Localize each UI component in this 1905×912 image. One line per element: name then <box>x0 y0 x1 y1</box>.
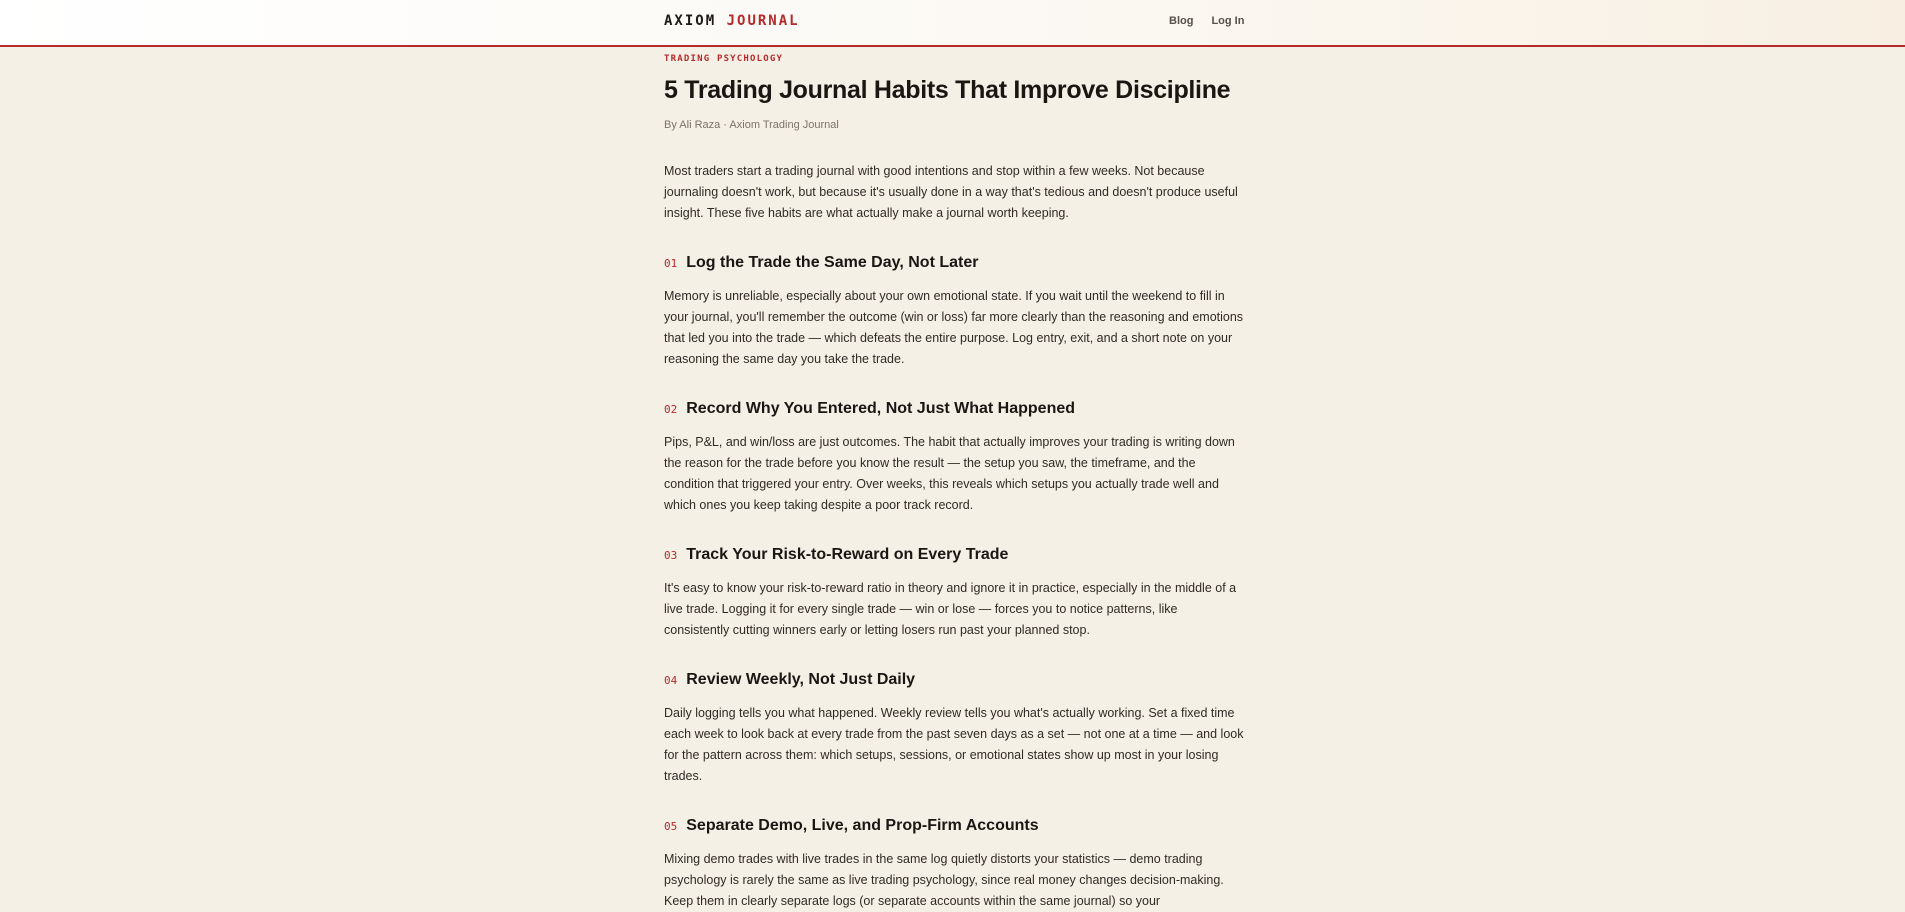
habit-title: Record Why You Entered, Not Just What Happened <box>686 400 1076 417</box>
habit-section-05 <box>664 816 1244 912</box>
habit-body: Mixing demo trades with live trades in the same log quietly distorts your statistics — demo trading psychology is rarely the same as live trading psychology, since real money changes decision-making. Keep them in clearly separate logs (or separate accounts within the same journal) so your <box>664 852 1224 908</box>
habit-title: Separate Demo, Live, and Prop-Firm Accounts <box>686 817 1039 834</box>
habit-body: It's easy to know your risk-to-reward ratio in theory and ignore it in practice, especially in the middle of a live trade. Logging it for every single trade — win or lose — forces you to notice patterns, like consistently cutting winners early or letting losers run past your planned stop. <box>664 581 1237 637</box>
habit-number: 02 <box>664 403 678 416</box>
habit-title: Log the Trade the Same Day, Not Later <box>686 254 979 271</box>
brand-name: AXIOM <box>664 13 717 29</box>
habit-heading <box>664 545 1244 566</box>
habit-number: 05 <box>664 820 678 833</box>
habit-title: Review Weekly, Not Just Daily <box>686 671 916 688</box>
habit-heading <box>664 670 1244 691</box>
habit-title: Track Your Risk-to-Reward on Every Trade <box>686 546 1009 563</box>
header-nav <box>1169 15 1244 27</box>
habit-section-02 <box>664 399 1244 516</box>
article-byline: By Ali Raza · Axiom Trading Journal <box>664 119 839 131</box>
habit-number: 01 <box>664 257 678 270</box>
habit-body: Daily logging tells you what happened. Weekly review tells you what's actually working. Set a fixed time each week to look back at every trade from the past seven days as a set — not one at a time — and look for the pattern across them: which setups, sessions, or emotional states show up most in your losing trades. <box>664 706 1244 783</box>
habit-body: Memory is unreliable, especially about your own emotional state. If you wait until the weekend to fill in your journal, you'll remember the outcome (win or loss) far more clearly than the reasoning and emotions that led you into the trade — which defeats the entire purpose. Log entry, exit, and a short note on your reasoning the same day you take the trade. <box>664 289 1244 366</box>
habit-number: 03 <box>664 549 678 562</box>
article-intro: Most traders start a trading journal with good intentions and stop within a few weeks. Not because journaling doesn't work, but because it's usually done in a way that's tedious and doesn't produce useful insight. These five habits are what actually make a journal worth keeping. <box>664 164 1238 220</box>
article-title: 5 Trading Journal Habits That Improve Discipline <box>664 76 1231 104</box>
habit-section-03 <box>664 545 1244 641</box>
habit-body: Pips, P&L, and win/loss are just outcomes. The habit that actually improves your trading is writing down the reason for the trade before you know the result — the setup you saw, the timeframe, and the condition that triggered your entry. Over weeks, this reveals which setups you actually trade well and which ones you keep taking despite a poor track record. <box>664 435 1235 512</box>
brand-name-accent: JOURNAL <box>726 13 800 29</box>
habit-section-01 <box>664 253 1244 370</box>
habit-heading <box>664 399 1244 420</box>
nav-link-log-in[interactable]: Log In <box>1211 15 1245 27</box>
brand-logo[interactable] <box>664 13 800 29</box>
article <box>664 47 1244 912</box>
habit-heading <box>664 816 1244 837</box>
habit-heading <box>664 253 1244 274</box>
nav-link-blog[interactable]: Blog <box>1169 15 1194 27</box>
habit-number: 04 <box>664 674 678 687</box>
article-category[interactable]: TRADING PSYCHOLOGY <box>664 54 784 64</box>
top-navigation-bar <box>0 0 1905 47</box>
habit-section-04 <box>664 670 1244 787</box>
